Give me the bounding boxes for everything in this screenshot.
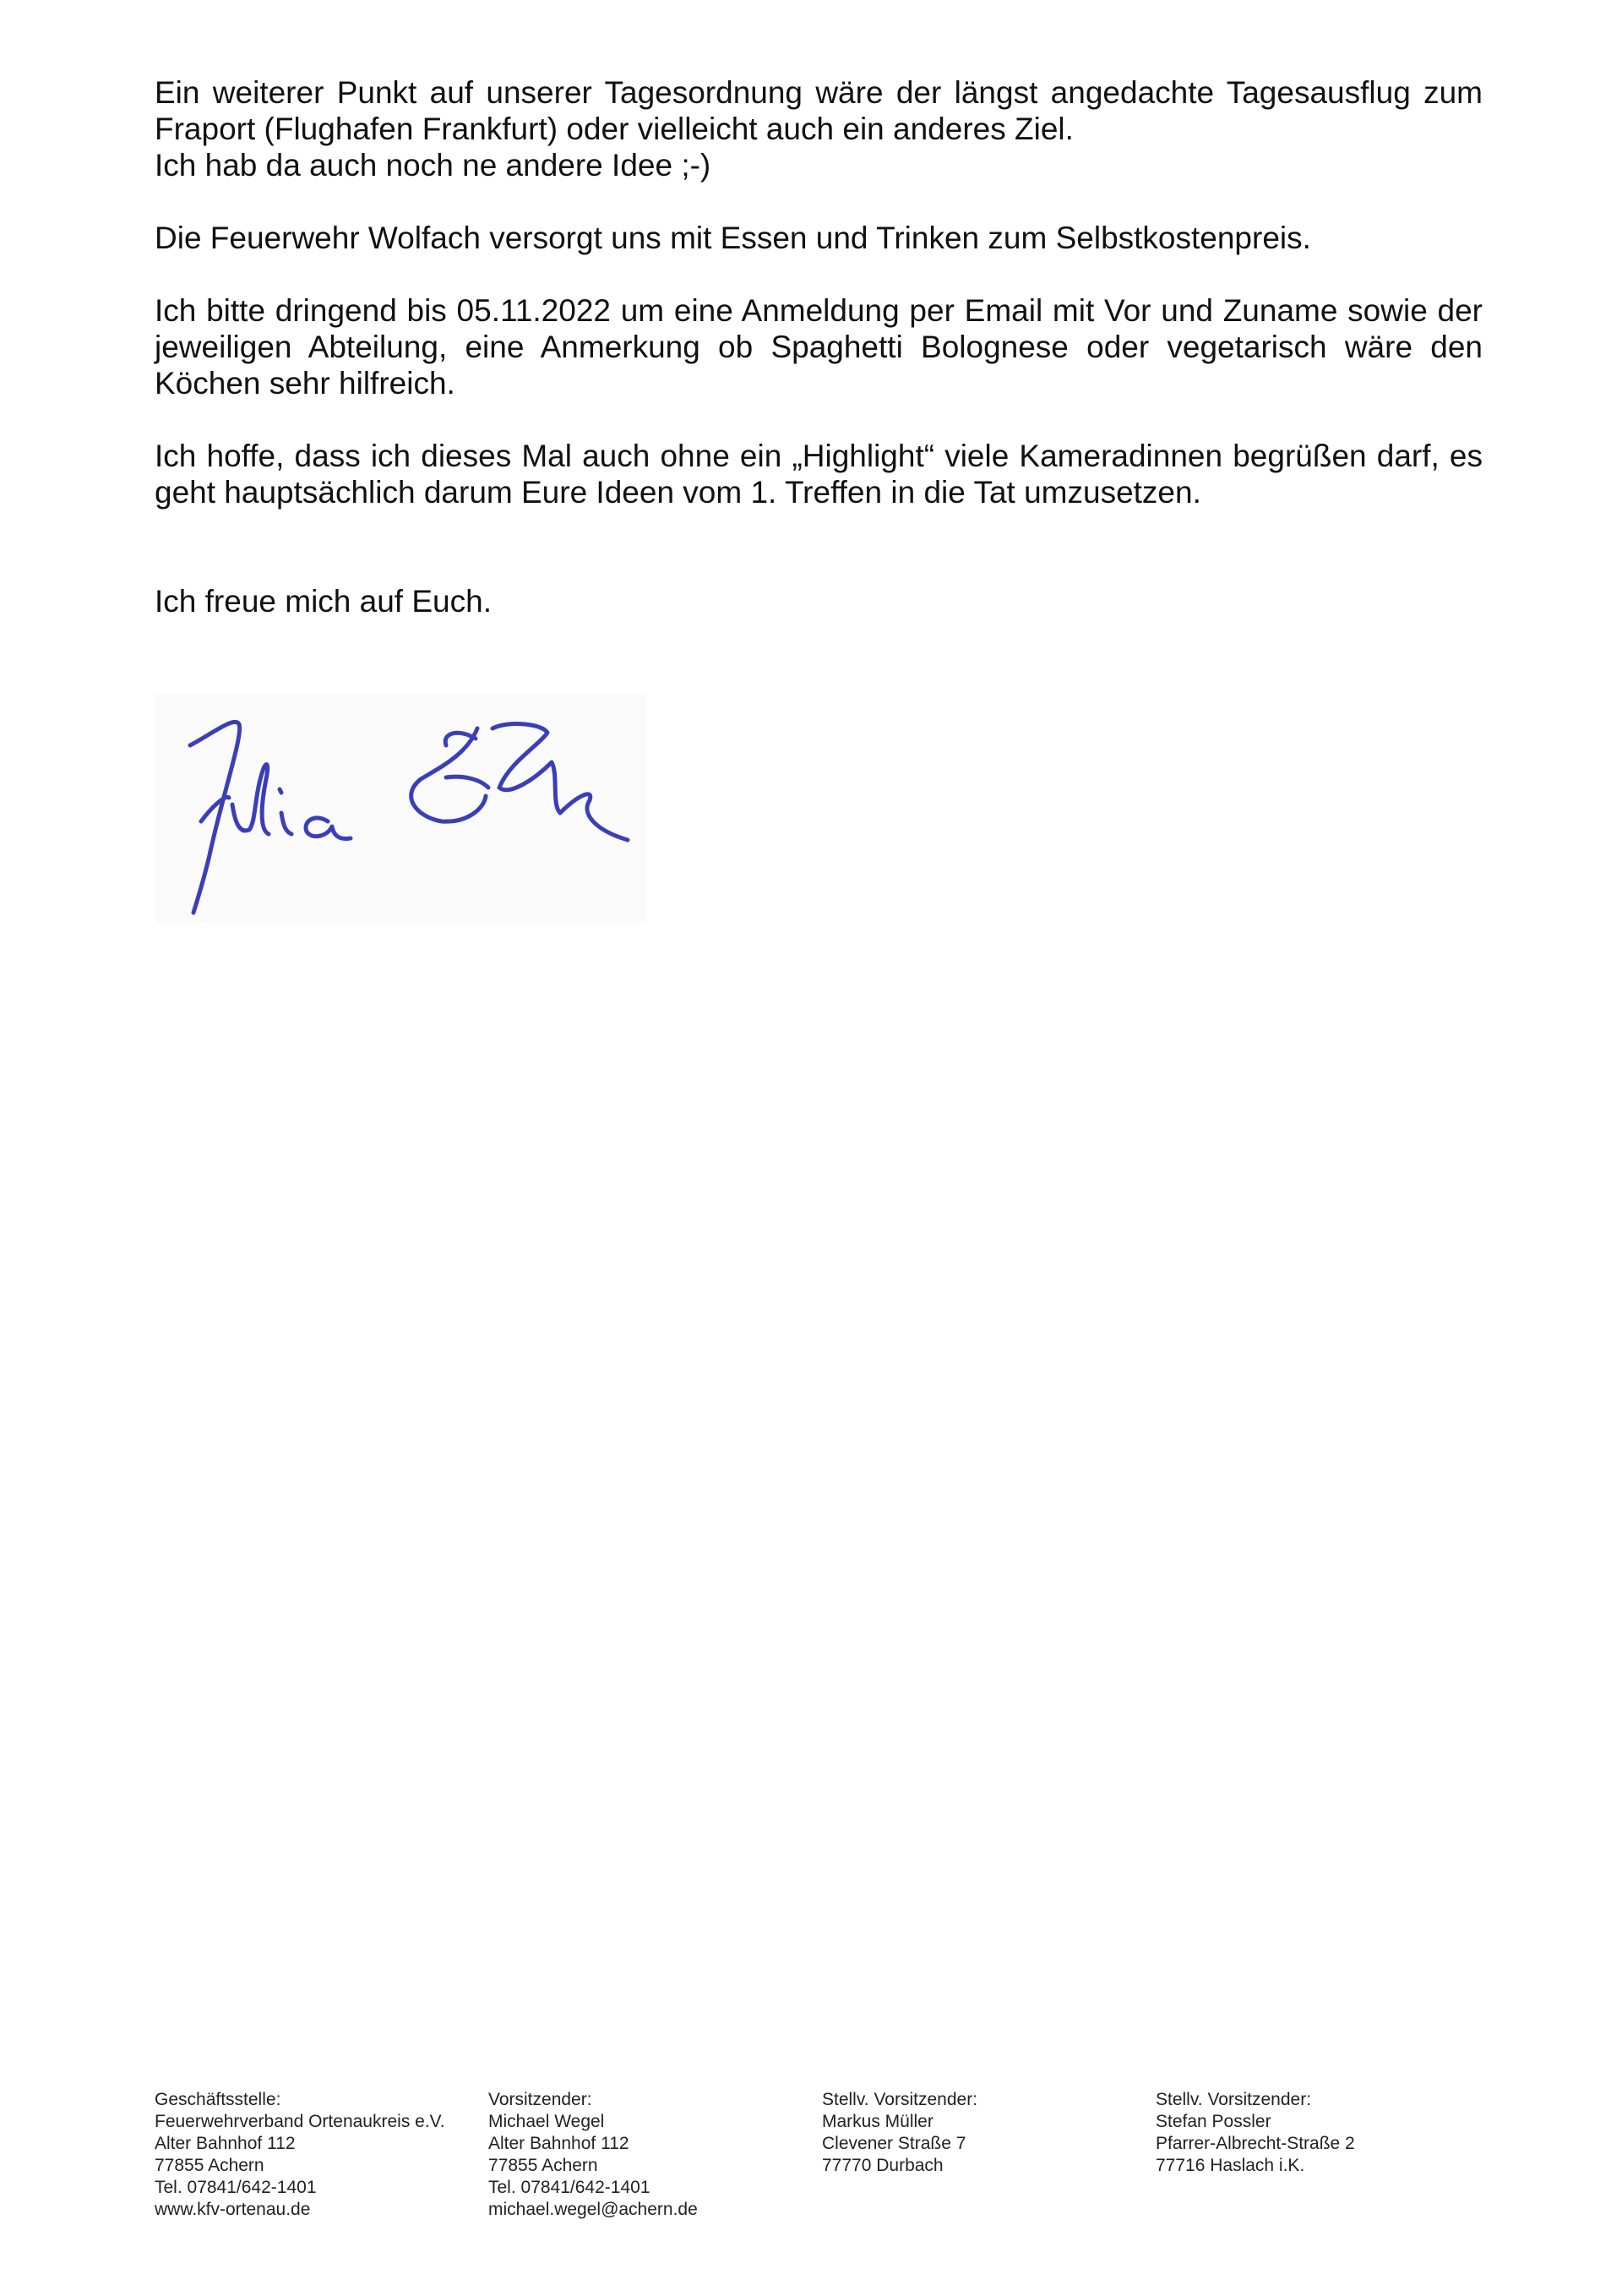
- footer-email[interactable]: michael.wegel@achern.de: [488, 2200, 698, 2219]
- footer-line: Tel. 07841/642-1401: [155, 2178, 317, 2197]
- footer-line: Tel. 07841/642-1401: [488, 2178, 650, 2197]
- footer-column-deputy-2: [1156, 2089, 1485, 2177]
- footer-line: 77770 Durbach: [822, 2156, 944, 2175]
- handwritten-signature: [155, 695, 647, 923]
- footer-line: Pfarrer-Albrecht-Straße 2: [1156, 2134, 1355, 2153]
- footer-line: Stellv. Vorsitzender:: [1156, 2090, 1312, 2109]
- paragraph-hope: [155, 438, 1483, 510]
- footer-line: Stellv. Vorsitzender:: [822, 2090, 978, 2109]
- footer-line: Alter Bahnhof 112: [488, 2134, 629, 2153]
- paragraph-line: Köchen sehr hilfreich.: [155, 366, 455, 401]
- footer-line: Clevener Straße 7: [822, 2134, 966, 2153]
- paragraph-agenda: [155, 74, 1483, 183]
- footer-column-chairman: [488, 2089, 818, 2221]
- footer-column-office: [155, 2089, 484, 2221]
- paragraph-line: geht hauptsächlich darum Eure Ideen vom 1. Treffen in die Tat umzusetzen.: [155, 475, 1201, 510]
- paragraph-line: Die Feuerwehr Wolfach versorgt uns mit Essen und Trinken zum Selbstkostenpreis.: [155, 221, 1311, 255]
- paragraph-registration: [155, 292, 1483, 401]
- footer-line: Stefan Possler: [1156, 2112, 1271, 2131]
- letter-footer: [155, 2089, 1540, 2233]
- letter-body: [155, 74, 1483, 619]
- closing-text: Ich freue mich auf Euch.: [155, 584, 492, 619]
- closing-line: [155, 583, 1483, 619]
- paragraph-line: Ich hoffe, dass ich dieses Mal auch ohne ein „Highlight“ viele Kameradinnen begrüßen darf, es: [155, 439, 1483, 473]
- paragraph-line: Ich hab da auch noch ne andere Idee ;-): [155, 148, 711, 183]
- footer-line: Vorsitzender:: [488, 2090, 592, 2109]
- footer-line: Markus Müller: [822, 2112, 933, 2131]
- footer-line: Alter Bahnhof 112: [155, 2134, 296, 2153]
- footer-website[interactable]: www.kfv-ortenau.de: [155, 2200, 311, 2219]
- footer-line: 77855 Achern: [488, 2156, 598, 2175]
- paragraph-line: jeweiligen Abteilung, eine Anmerkung ob Spaghetti Bolognese oder vegetarisch wäre den: [155, 330, 1483, 364]
- paragraph-line: Ich bitte dringend bis 05.11.2022 um eine Anmeldung per Email mit Vor und Zuname sowie der: [155, 293, 1483, 328]
- footer-line: Geschäftsstelle:: [155, 2090, 281, 2109]
- footer-line: 77716 Haslach i.K.: [1156, 2156, 1305, 2175]
- footer-line: Feuerwehrverband Ortenaukreis e.V.: [155, 2112, 445, 2131]
- paragraph-line: Ein weiterer Punkt auf unserer Tagesordnung wäre der längst angedachte Tagesausflug zum: [155, 75, 1483, 110]
- paragraph-catering: [155, 220, 1483, 256]
- footer-line: 77855 Achern: [155, 2156, 264, 2175]
- footer-column-deputy-1: [822, 2089, 1151, 2177]
- footer-line: Michael Wegel: [488, 2112, 605, 2131]
- paragraph-line: Fraport (Flughafen Frankfurt) oder vielleicht auch ein anderes Ziel.: [155, 112, 1074, 146]
